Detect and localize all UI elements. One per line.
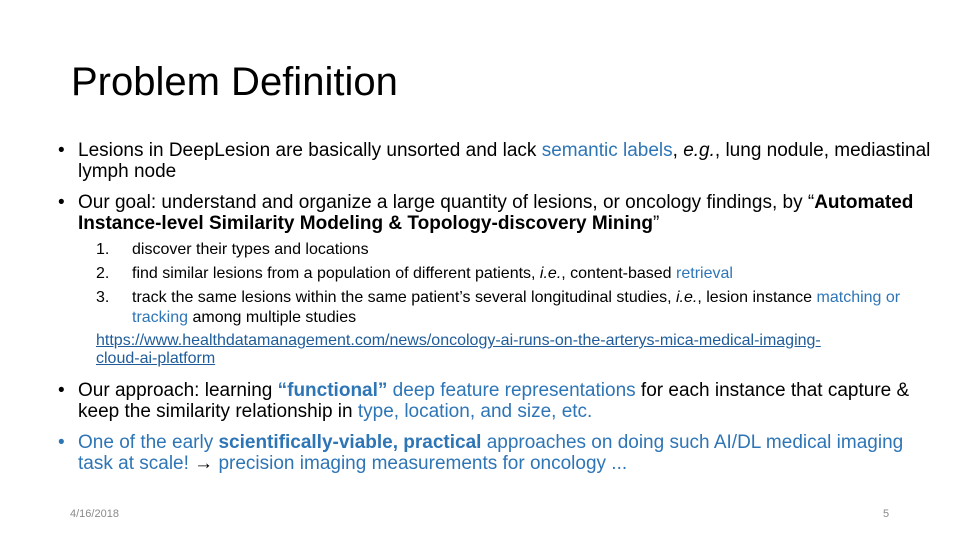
bullet-early-approach [58,432,938,474]
news-article-link[interactable]: https://www.healthdatamanagement.com/news/oncology-ai-runs-on-the-arterys-mica-medical-imaging-cloud-ai-platform [96,332,821,367]
bullet-text: , lung nodule, mediastinal lymph node [78,140,931,182]
sub-item-text [132,264,902,284]
bullet-text: Our approach: learning [78,380,278,401]
bullet-text: for each instance that capture & keep the similarity relationship in [78,380,910,422]
page-number: 5 [883,508,890,520]
sub-item-text-part: find similar lesions from a population of different patients, [132,265,540,282]
feature-representations-text: deep feature representations [387,380,636,401]
bullet-text: precision imaging measurements for oncology ... [213,453,628,474]
bullet-text: ” [653,213,660,234]
sub-item-text-part: , lesion instance [697,289,817,306]
bullet-lesions [58,140,938,182]
scientifically-viable-text: scientifically-viable, practical [218,432,482,453]
bullet-goal [58,192,938,234]
bullet-mark: • [58,140,65,161]
sub-item-number: 2. [96,265,110,282]
bullet-mark: • [58,380,65,401]
ie-text: i.e. [676,289,698,306]
sub-item-number: 1. [96,241,110,258]
footer-date: 4/16/2018 [70,508,119,520]
sub-item-text [132,288,902,328]
type-location-size-text: type, location, and size, etc. [357,401,593,422]
retrieval-text: retrieval [676,265,733,282]
sub-item-text: discover their types and locations [132,241,369,258]
functional-text: “functional” [277,380,388,401]
bullet-text: , [672,140,684,161]
sub-item-text-part: track the same lesions within the same patient’s several longitudinal studies, [132,289,676,306]
bullet-text: Lesions in DeepLesion are basically unsorted and lack [78,140,542,161]
semantic-labels-text: semantic labels [541,140,673,161]
sub-item-number: 3. [96,289,110,306]
matching-tracking-text: matching or tracking [132,289,901,326]
slide-title: Problem Definition [71,60,398,104]
ie-text: i.e. [539,265,562,282]
eg-text: e.g. [683,140,715,161]
sub-item-text-part: among multiple studies [188,309,357,326]
bullet-text: One of the early [78,432,219,453]
arrow-icon: → [194,453,214,474]
bullet-approach [58,380,938,422]
bullet-text: approaches on doing such AI/DL medical imaging task at scale! [78,432,904,474]
bullet-mark: • [58,432,65,453]
bullet-mark: • [58,192,65,213]
sub-item-text-part: , content-based [561,265,677,282]
method-name-text: Automated Instance-level Similarity Modeling & Topology-discovery Mining [78,192,914,234]
bullet-text: Our goal: understand and organize a large quantity of lesions, or oncology findings, by “ [78,192,815,213]
